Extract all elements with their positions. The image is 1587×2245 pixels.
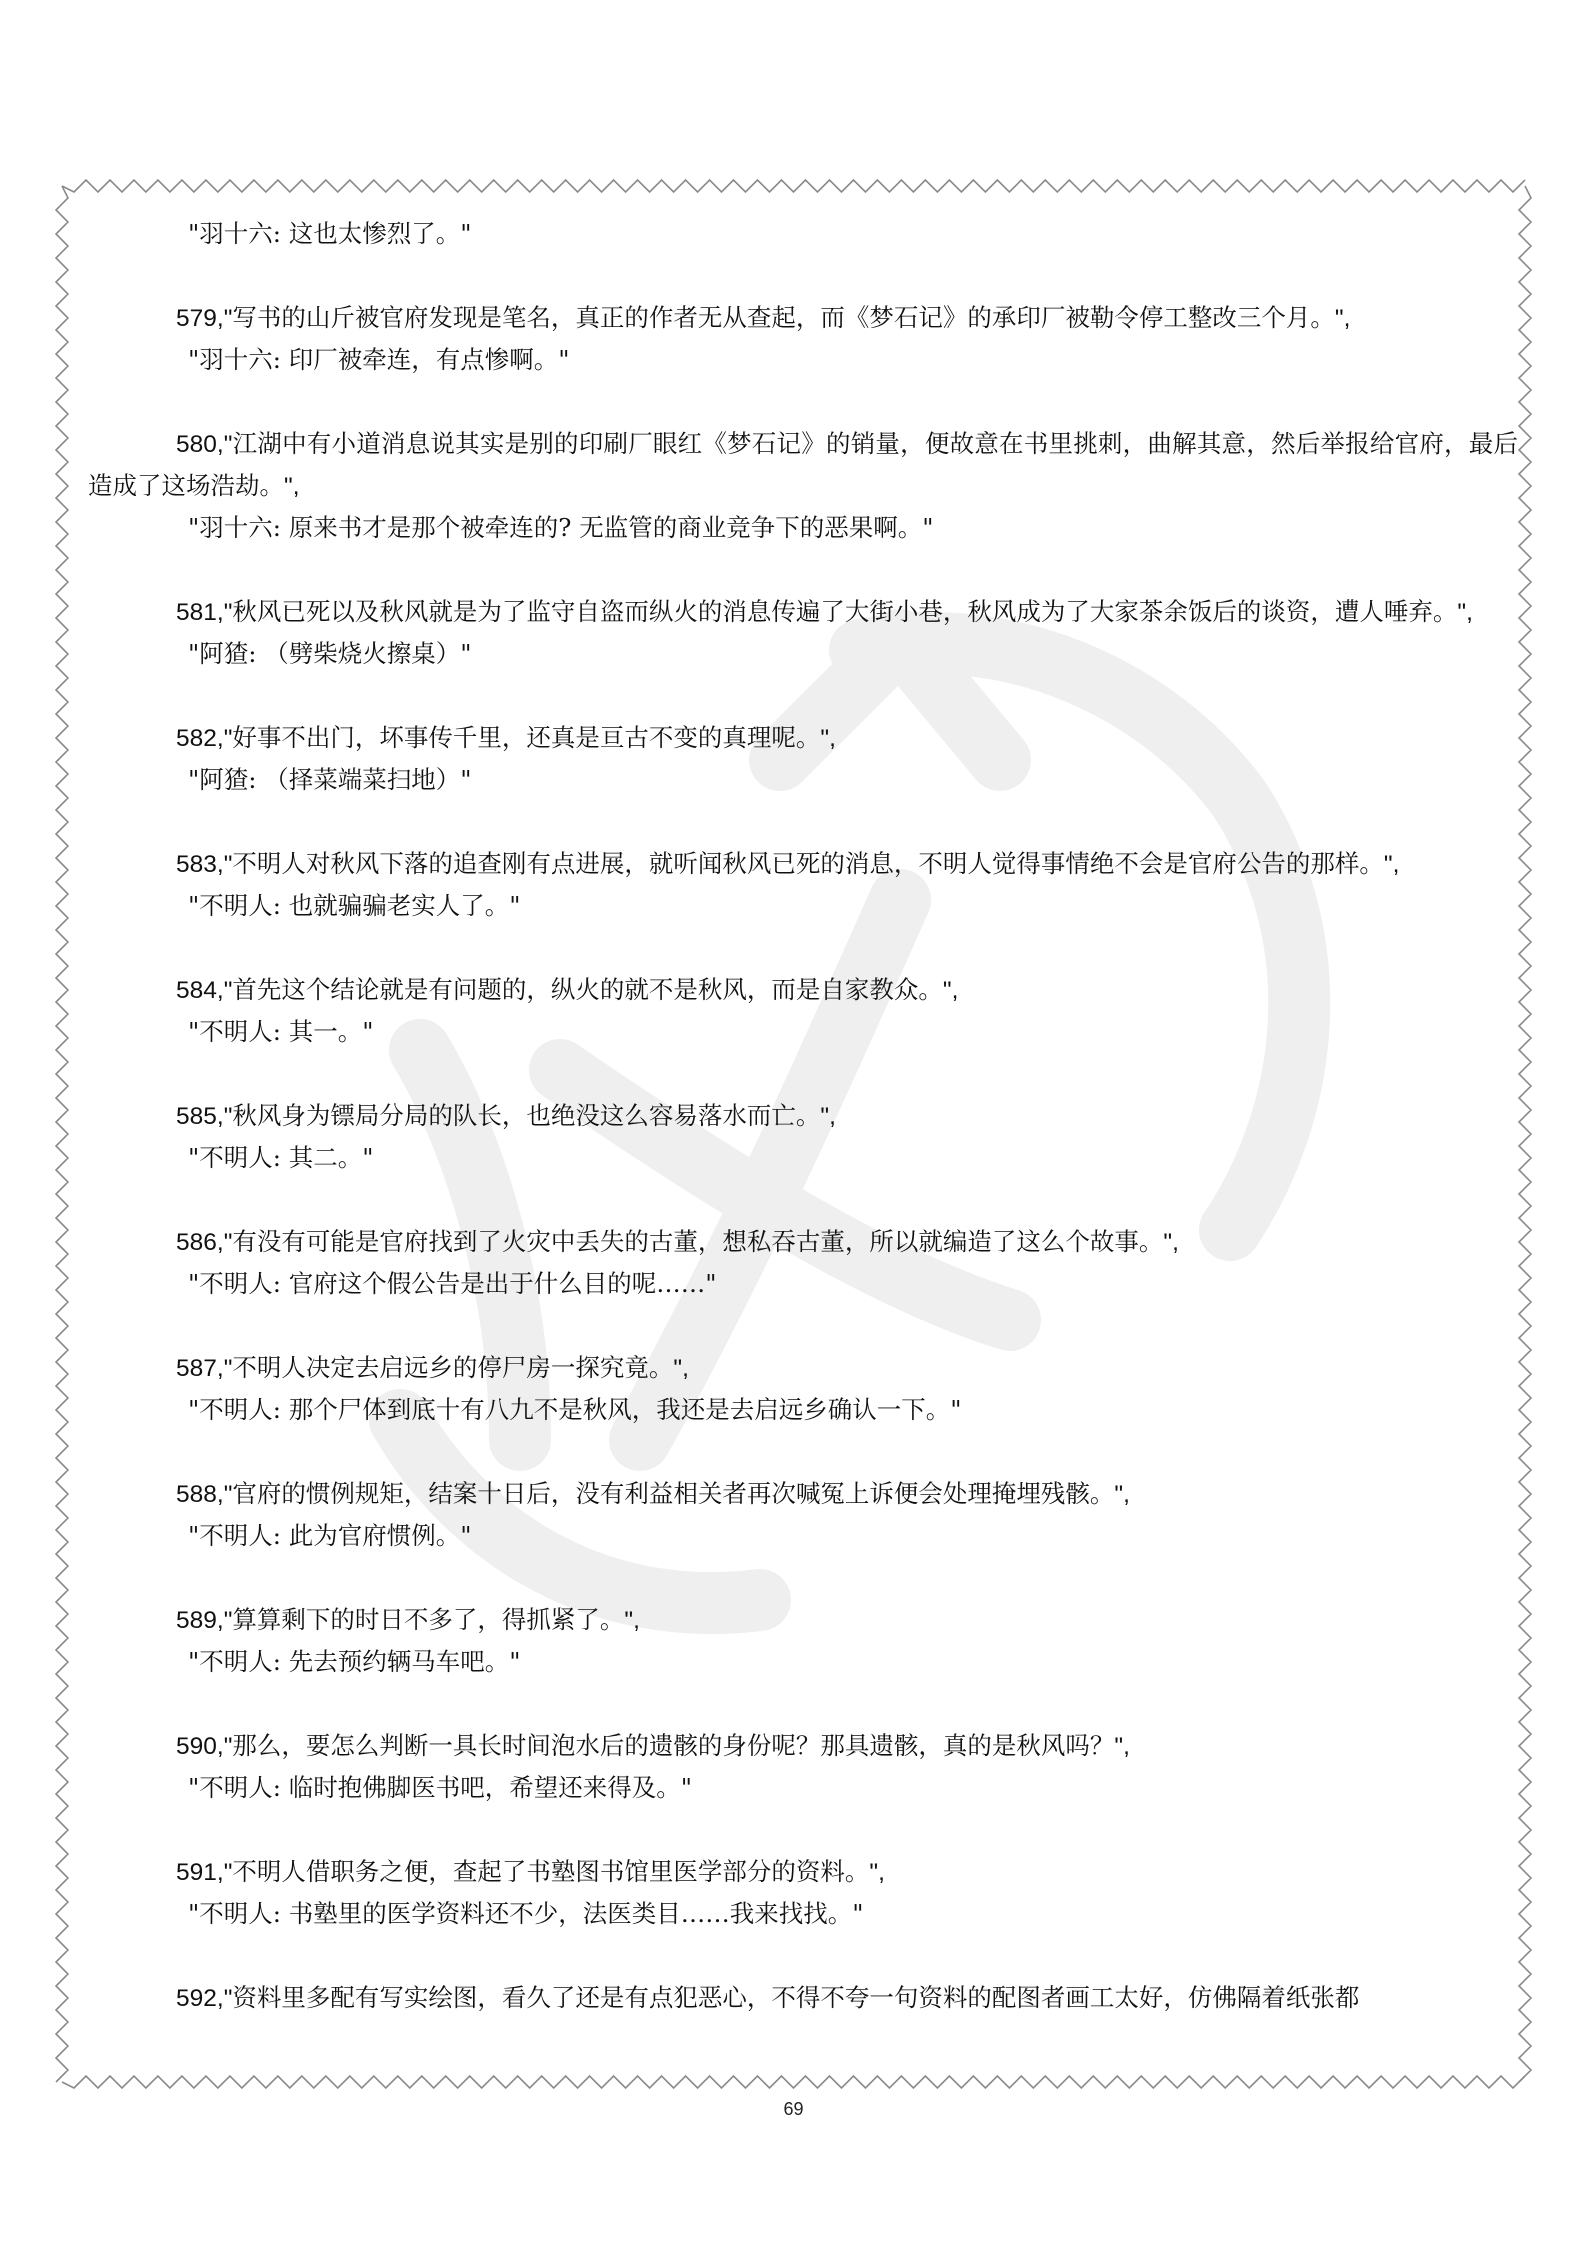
reply-line: "阿猹: （劈柴烧火擦桌）" xyxy=(188,638,472,668)
border-edge xyxy=(62,2076,1525,2088)
reply-line: "不明人: 也就骗骗老实人了。" xyxy=(188,890,521,920)
entry-number: 582 xyxy=(176,724,217,752)
entry-number: 589 xyxy=(176,1606,217,1634)
narration-text: 写书的山斤被官府发现是笔名，真正的作者无从查起，而《梦石记》的承印厂被勒令停工整改三个月。 xyxy=(232,302,1335,332)
quote-close: ", xyxy=(1163,1228,1179,1256)
entry-number: 591 xyxy=(176,1858,217,1886)
reply-line: "羽十六: 原来书才是那个被牵连的? 无监管的商业竞争下的恶果啊。" xyxy=(188,512,934,542)
narration-text: 官府的惯例规矩，结案十日后，没有利益相关者再次喊冤上诉便会处理掩埋残骸。 xyxy=(232,1478,1115,1508)
quote-close: ", xyxy=(673,1354,689,1382)
quote-close: ", xyxy=(1457,598,1473,626)
list-item xyxy=(88,843,1518,926)
entry-number: 586 xyxy=(176,1228,217,1256)
narration-text: 秋风身为镖局分局的队长，也绝没这么容易落水而亡。 xyxy=(232,1100,821,1130)
reply-line: "不明人: 此为官府惯例。" xyxy=(188,1520,472,1550)
quote-close: ", xyxy=(820,1102,836,1130)
reply-line: "不明人: 官府这个假公告是出于什么目的呢……" xyxy=(188,1268,717,1298)
quote-open: ," xyxy=(216,1984,233,2012)
reply-line: "羽十六: 印厂被牵连，有点惨啊。" xyxy=(188,344,570,374)
narration-line xyxy=(88,1221,1518,1263)
narration-text: 不明人决定去启远乡的停尸房一探究竟。 xyxy=(232,1352,674,1382)
narration-line xyxy=(88,1851,1518,1893)
narration-line xyxy=(88,1473,1518,1515)
narration-text: 算算剩下的时日不多了，得抓紧了。 xyxy=(232,1604,625,1634)
entry-number: 581 xyxy=(176,598,217,626)
quote-close: ", xyxy=(1334,304,1351,332)
quote-open: ," xyxy=(216,1354,233,1382)
list-item xyxy=(88,1095,1518,1178)
border-edge xyxy=(56,186,68,2082)
narration-line xyxy=(88,423,1518,507)
list-item xyxy=(88,1725,1518,1808)
quote-close: ", xyxy=(869,1858,885,1886)
narration-text: 好事不出门，坏事传千里，还真是亘古不变的真理呢。 xyxy=(232,722,821,752)
quote-close: ", xyxy=(1383,850,1400,878)
reply-line: "不明人: 那个尸体到底十有八九不是秋风，我还是去启远乡确认一下。" xyxy=(188,1394,962,1424)
narration-text: 有没有可能是官府找到了火灾中丢失的古董，想私吞古董，所以就编造了这么个故事。 xyxy=(232,1226,1164,1256)
entry-number: 590 xyxy=(176,1732,217,1760)
entry-number: 584 xyxy=(176,976,217,1004)
entry-number: 580 xyxy=(176,430,217,458)
quote-close: ", xyxy=(284,472,300,500)
list-item xyxy=(88,423,1518,548)
list-item xyxy=(88,1221,1518,1304)
narration-text: 秋风已死以及秋风就是为了监守自盗而纵火的消息传遍了大街小巷，秋风成为了大家茶余饭后的谈资，遭人唾弃。 xyxy=(232,596,1458,626)
reply-line: "不明人: 先去预约辆马车吧。" xyxy=(188,1646,521,1676)
quote-open: ," xyxy=(216,1732,233,1760)
entry-number: 588 xyxy=(176,1480,217,1508)
narration-text: 不明人借职务之便，查起了书塾图书馆里医学部分的资料。 xyxy=(232,1856,870,1886)
list-item xyxy=(88,1347,1518,1430)
page-number: 69 xyxy=(783,2099,804,2119)
quote-open: ," xyxy=(216,1606,233,1634)
reply-line: "不明人: 临时抱佛脚医书吧，希望还来得及。" xyxy=(188,1772,693,1802)
entry-number: 579 xyxy=(176,304,217,332)
list-item xyxy=(88,1977,1518,2019)
narration-line xyxy=(88,1095,1518,1137)
quote-close: ", xyxy=(820,724,836,752)
narration-text: 那么，要怎么判断一具长时间泡水后的遗骸的身份呢？那具遗骸，真的是秋风吗？ xyxy=(232,1730,1115,1760)
entry-number: 585 xyxy=(176,1102,217,1130)
reply-line: "羽十六: 这也太惨烈了。" xyxy=(188,218,472,248)
quote-open: ," xyxy=(216,1480,233,1508)
narration-line xyxy=(88,1725,1518,1767)
quote-open: ," xyxy=(216,1858,233,1886)
narration-line xyxy=(88,717,1518,759)
entry-number: 583 xyxy=(176,850,217,878)
quote-open: ," xyxy=(216,724,233,752)
reply-line: "不明人: 其二。" xyxy=(188,1142,374,1172)
entry-number: 592 xyxy=(176,1984,217,2012)
quote-open: ," xyxy=(216,598,233,626)
narration-line xyxy=(88,843,1518,885)
narration-line xyxy=(88,1347,1518,1389)
quote-open: ," xyxy=(216,976,233,1004)
reply-line: "阿猹: （择菜端菜扫地）" xyxy=(188,764,472,794)
quote-close: ", xyxy=(1114,1732,1130,1760)
list-item xyxy=(88,297,1518,380)
quote-open: ," xyxy=(216,430,233,458)
border-edge xyxy=(1519,186,1531,2082)
narration-text: 首先这个结论就是有问题的，纵火的就不是秋风，而是自家教众。 xyxy=(232,974,943,1004)
list-item xyxy=(88,969,1518,1052)
narration-line xyxy=(88,969,1518,1011)
reply-line: "不明人: 其一。" xyxy=(188,1016,374,1046)
list-item xyxy=(88,591,1518,674)
entry-list xyxy=(88,297,1518,2019)
narration-line xyxy=(88,591,1518,633)
narration-line xyxy=(88,1599,1518,1641)
narration-line xyxy=(88,297,1518,339)
quote-open: ," xyxy=(216,1228,233,1256)
text-body xyxy=(88,188,1518,2062)
quote-open: ," xyxy=(216,304,233,332)
narration-line xyxy=(88,1977,1518,2019)
quote-close: ", xyxy=(942,976,959,1004)
narration-text: 江湖中有小道消息说其实是别的印刷厂眼红《梦石记》的销量，便故意在书里挑刺，曲解其意，然后举报给官府，最后造成了这场浩劫。 xyxy=(88,428,1518,500)
list-item xyxy=(88,1851,1518,1934)
quote-open: ," xyxy=(216,850,233,878)
narration-text: 不明人对秋风下落的追查刚有点进展，就听闻秋风已死的消息，不明人觉得事情绝不会是官府公告的那样。 xyxy=(232,848,1384,878)
narration-text: 资料里多配有写实绘图，看久了还是有点犯恶心，不得不夸一句资料的配图者画工太好，仿佛隔着纸张都 xyxy=(232,1982,1360,2012)
list-item xyxy=(88,1599,1518,1682)
entry-number: 587 xyxy=(176,1354,217,1382)
list-item xyxy=(88,1473,1518,1556)
quote-close: ", xyxy=(624,1606,640,1634)
quote-close: ", xyxy=(1114,1480,1130,1508)
reply-line: "不明人: 书塾里的医学资料还不少，法医类目……我来找找。" xyxy=(188,1898,864,1928)
quote-open: ," xyxy=(216,1102,233,1130)
list-item xyxy=(88,717,1518,800)
